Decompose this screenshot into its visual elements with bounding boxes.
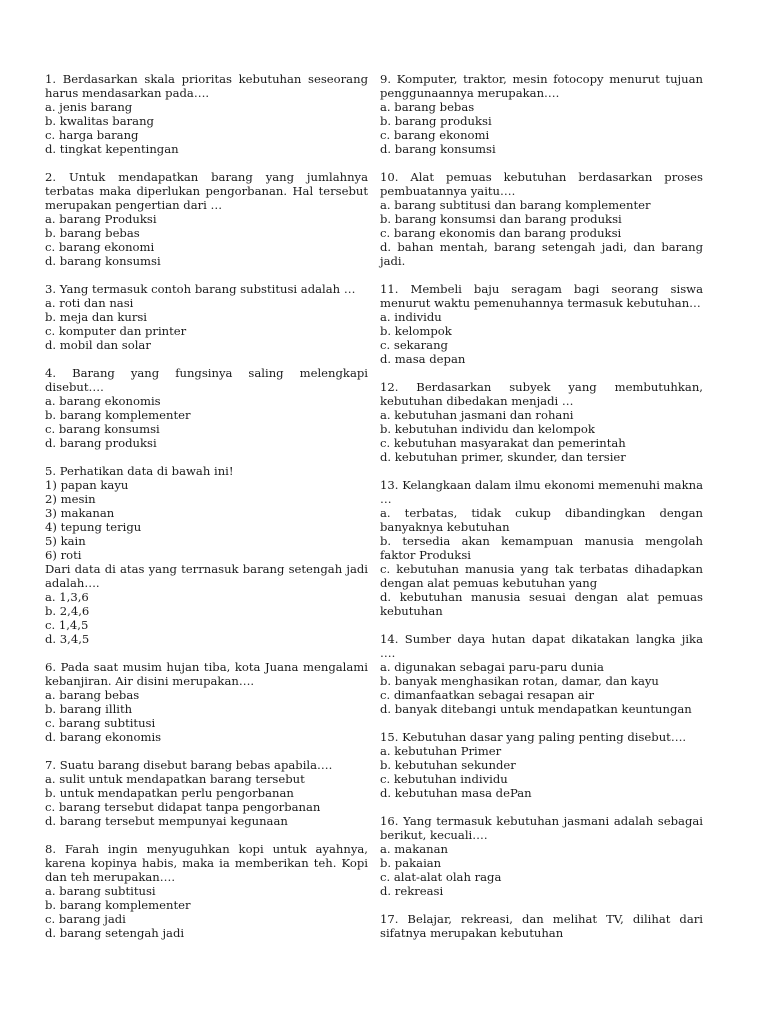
option-b: b. barang illith [45, 702, 133, 716]
option-a: a. barang Produksi [45, 212, 157, 226]
data-item-1: 1) papan kayu [45, 478, 129, 492]
option-d: d. bahan mentah, barang setengah jadi, dan barang jadi. [380, 240, 703, 268]
option-a: a. barang subtitusi dan barang komplementer [380, 198, 651, 212]
option-b: b. banyak menghasikan rotan, damar, dan kayu [380, 674, 659, 688]
question-stem: 9. Komputer, traktor, mesin fotocopy menurut tujuan penggunaannya merupakan…. [380, 72, 703, 100]
option-a: a. barang bebas [380, 100, 475, 114]
option-d: d. barang setengah jadi [45, 926, 185, 940]
question-11 [380, 282, 703, 366]
question-stem: 7. Suatu barang disebut barang bebas apabila…. [45, 758, 333, 772]
question-15 [380, 730, 703, 800]
question-stem: 1. Berdasarkan skala prioritas kebutuhan seseorang harus mendasarkan pada…. [45, 72, 368, 100]
question-7 [45, 758, 368, 828]
option-d: d. 3,4,5 [45, 632, 90, 646]
option-c: c. barang konsumsi [45, 422, 160, 436]
option-b: b. barang komplementer [45, 898, 191, 912]
option-a: a. sulit untuk mendapatkan barang tersebut [45, 772, 305, 786]
option-a: a. barang ekonomis [45, 394, 161, 408]
option-b: b. kebutuhan sekunder [380, 758, 516, 772]
option-a: a. roti dan nasi [45, 296, 134, 310]
option-c: c. barang tersebut didapat tanpa pengorbanan [45, 800, 321, 814]
question-stem: 8. Farah ingin menyuguhkan kopi untuk ayahnya, karena kopinya habis, maka ia memberikan teh. Kopi dan teh merupakan…. [45, 842, 368, 884]
option-b: b. 2,4,6 [45, 604, 90, 618]
option-c: c. kebutuhan manusia yang tak terbatas dihadapkan dengan alat pemuas kebutuhan yang [380, 562, 703, 590]
question-stem: 11. Membeli baju seragam bagi seorang siswa menurut waktu pemenuhannya termasuk kebutuhan… [380, 282, 703, 310]
option-a: a. kebutuhan Primer [380, 744, 502, 758]
question-stem: 10. Alat pemuas kebutuhan berdasarkan proses pembuatannya yaitu…. [380, 170, 703, 198]
option-c: c. kebutuhan individu [380, 772, 508, 786]
option-d: d. barang tersebut mempunyai kegunaan [45, 814, 288, 828]
option-b: b. barang produksi [380, 114, 492, 128]
data-item-3: 3) makanan [45, 506, 115, 520]
question-2 [45, 170, 368, 268]
option-c: c. komputer dan printer [45, 324, 187, 338]
question-12 [380, 380, 703, 464]
question-1 [45, 72, 368, 156]
option-a: a. makanan [380, 842, 448, 856]
option-b: b. pakaian [380, 856, 442, 870]
data-item-4: 4) tepung terigu [45, 520, 142, 534]
question-stem: 4. Barang yang fungsinya saling melengkapi disebut…. [45, 366, 368, 394]
option-b: b. barang bebas [45, 226, 140, 240]
option-a: a. kebutuhan jasmani dan rohani [380, 408, 574, 422]
option-d: d. barang ekonomis [45, 730, 162, 744]
question-stem: 14. Sumber daya hutan dapat dikatakan langka jika …. [380, 632, 703, 660]
question-17 [380, 912, 703, 940]
question-stem: 6. Pada saat musim hujan tiba, kota Juana mengalami kebanjiran. Air disini merupakan…. [45, 660, 368, 688]
option-b: b. kelompok [380, 324, 452, 338]
option-c: c. dimanfaatkan sebagai resapan air [380, 688, 595, 702]
question-stem-continued: Dari data di atas yang terrnasuk barang setengah jadi adalah…. [45, 562, 368, 590]
option-c: c. harga barang [45, 128, 139, 142]
option-b: b. barang komplementer [45, 408, 191, 422]
option-b: b. kwalitas barang [45, 114, 154, 128]
option-c: c. barang subtitusi [45, 716, 156, 730]
question-stem: 3. Yang termasuk contoh barang substitusi adalah … [45, 282, 356, 296]
question-13 [380, 478, 703, 618]
data-item-2: 2) mesin [45, 492, 96, 506]
option-d: d. kebutuhan primer, skunder, dan tersier [380, 450, 626, 464]
data-item-5: 5) kain [45, 534, 86, 548]
question-stem: 5. Perhatikan data di bawah ini! [45, 464, 234, 478]
question-stem: 2. Untuk mendapatkan barang yang jumlahnya terbatas maka diperlukan pengorbanan. Hal tersebut merupakan pengertian dari … [45, 170, 368, 212]
question-6 [45, 660, 368, 744]
option-a: a. individu [380, 310, 442, 324]
left-column [45, 72, 368, 954]
option-c: c. barang jadi [45, 912, 126, 926]
option-a: a. terbatas, tidak cukup dibandingkan dengan banyaknya kebutuhan [380, 506, 703, 534]
option-b: b. barang konsumsi dan barang produksi [380, 212, 622, 226]
option-a: a. jenis barang [45, 100, 133, 114]
option-d: d. barang produksi [45, 436, 157, 450]
option-a: a. digunakan sebagai paru-paru dunia [380, 660, 604, 674]
option-b: b. untuk mendapatkan perlu pengorbanan [45, 786, 294, 800]
option-c: c. alat-alat olah raga [380, 870, 502, 884]
question-stem: 13. Kelangkaan dalam ilmu ekonomi memenuhi makna … [380, 478, 703, 506]
question-3 [45, 282, 368, 352]
option-d: d. kebutuhan manusia sesuai dengan alat pemuas kebutuhan [380, 590, 703, 618]
question-stem: 12. Berdasarkan subyek yang membutuhkan, kebutuhan dibedakan menjadi … [380, 380, 703, 408]
question-5 [45, 464, 368, 646]
option-d: d. kebutuhan masa dePan [380, 786, 532, 800]
option-b: b. meja dan kursi [45, 310, 148, 324]
question-stem: 15. Kebutuhan dasar yang paling penting disebut…. [380, 730, 687, 744]
option-d: d. barang konsumsi [45, 254, 161, 268]
option-b: b. kebutuhan individu dan kelompok [380, 422, 595, 436]
option-c: c. barang ekonomi [380, 128, 490, 142]
option-d: d. barang konsumsi [380, 142, 496, 156]
option-d: d. mobil dan solar [45, 338, 151, 352]
question-14 [380, 632, 703, 716]
question-stem: 17. Belajar, rekreasi, dan melihat TV, dilihat dari sifatnya merupakan kebutuhan [380, 912, 703, 940]
right-column [380, 72, 703, 954]
question-16 [380, 814, 703, 898]
question-10 [380, 170, 703, 268]
option-d: d. rekreasi [380, 884, 444, 898]
question-stem: 16. Yang termasuk kebutuhan jasmani adalah sebagai berikut, kecuali…. [380, 814, 703, 842]
option-a: a. 1,3,6 [45, 590, 89, 604]
option-c: c. 1,4,5 [45, 618, 89, 632]
option-d: d. banyak ditebangi untuk mendapatkan keuntungan [380, 702, 692, 716]
option-c: c. kebutuhan masyarakat dan pemerintah [380, 436, 626, 450]
option-c: c. sekarang [380, 338, 448, 352]
data-item-6: 6) roti [45, 548, 82, 562]
option-d: d. masa depan [380, 352, 466, 366]
option-b: b. tersedia akan kemampuan manusia mengolah faktor Produksi [380, 534, 703, 562]
option-c: c. barang ekonomi [45, 240, 155, 254]
option-d: d. tingkat kepentingan [45, 142, 179, 156]
option-a: a. barang subtitusi [45, 884, 156, 898]
option-c: c. barang ekonomis dan barang produksi [380, 226, 622, 240]
question-8 [45, 842, 368, 940]
option-a: a. barang bebas [45, 688, 140, 702]
question-9 [380, 72, 703, 156]
question-4 [45, 366, 368, 450]
